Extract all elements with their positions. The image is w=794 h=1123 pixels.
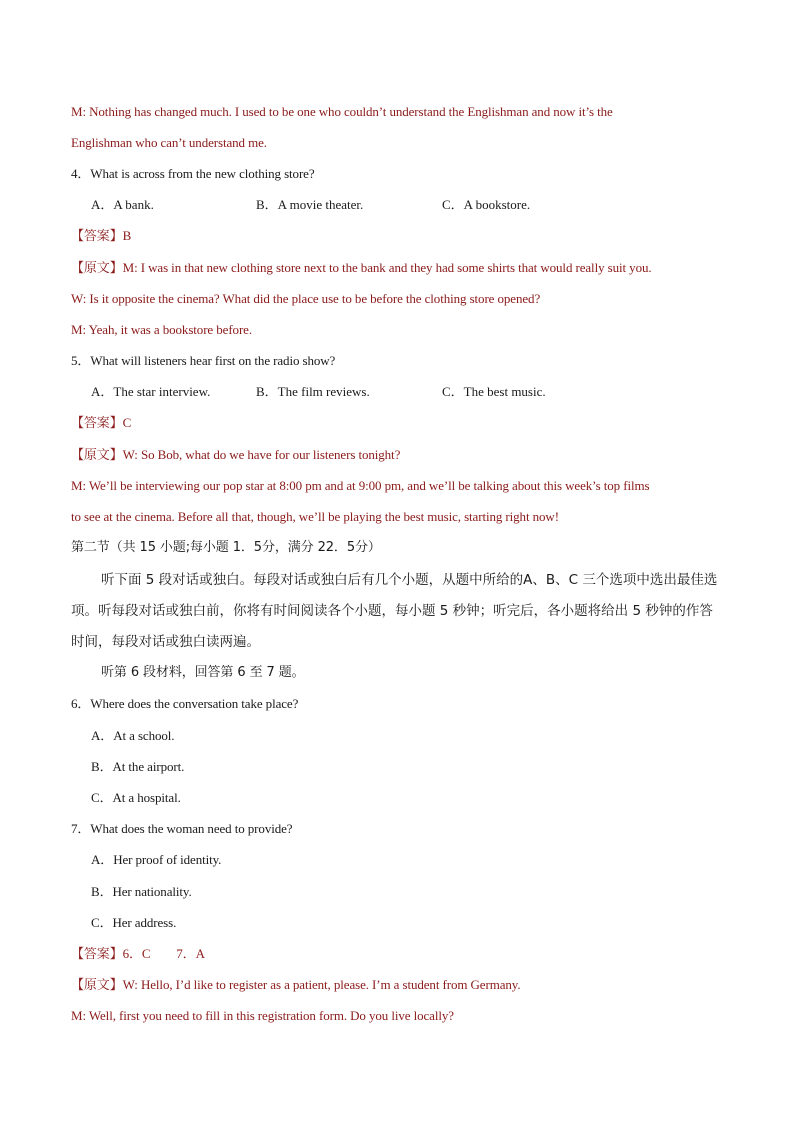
transcript-4: [71, 260, 652, 277]
transcript-tag: 【原文】: [71, 978, 123, 993]
transcript-5: [71, 447, 400, 464]
answer-tag: 【答案】: [71, 416, 123, 431]
dialogue-line: to see at the cinema. Before all that, though, we’ll be playing the best music, starting right now!: [71, 509, 559, 524]
answer-5: [71, 415, 131, 432]
option-6a: A．At a school.: [91, 728, 175, 743]
dialogue-line: M: Nothing has changed much. I used to be one who couldn’t understand the Englishman and now it’s the: [71, 104, 613, 119]
option-4c: C．A bookstore.: [442, 197, 531, 212]
option-4b: B．A movie theater.: [256, 197, 364, 212]
dialogue-line: W: Hello, I’d like to register as a patient, please. I’m a student from Germany.: [122, 977, 521, 992]
answer-6-7: [71, 946, 205, 963]
option-6b: B．At the airport.: [91, 759, 185, 774]
dialogue-line: M: Yeah, it was a bookstore before.: [71, 322, 252, 337]
question-4: 4．What is across from the new clothing store?: [71, 166, 315, 181]
instruction-paragraph: 听下面 5 段对话或独白。每段对话或独白后有几个小题，从题中所给的A、B、C 三个选项中选出最佳选项。听每段对话或独白前，你将有时间阅读各个小题，每小题 5 秒钟；听完后，各小题将给出 5 秒钟的作答时间，每段对话或独白读两遍。: [71, 572, 718, 650]
option-7b: B．Her nationality.: [91, 884, 192, 899]
option-5a: A．The star interview.: [91, 384, 211, 399]
question-6: 6．Where does the conversation take place?: [71, 696, 299, 711]
answer-4: [71, 228, 131, 245]
section-heading: 第二节（共 15 小题;每小题 1．5分，满分 22．5分）: [71, 540, 381, 555]
answer-tag: 【答案】: [71, 947, 123, 962]
answer-value: B: [122, 228, 132, 243]
answer-value: C: [122, 415, 132, 430]
dialogue-line: M: I was in that new clothing store next to the bank and they had some shirts that would really suit you.: [122, 260, 652, 275]
dialogue-line: M: We’ll be interviewing our pop star at 8:00 pm and at 9:00 pm, and we’ll be talking about this week’s top films: [71, 478, 650, 493]
transcript-tag: 【原文】: [71, 261, 123, 276]
dialogue-line: W: So Bob, what do we have for our listeners tonight?: [122, 447, 401, 462]
answer-value: 6．C 7．A: [122, 946, 205, 961]
dialogue-line: W: Is it opposite the cinema? What did the place use to be before the clothing store opened?: [71, 291, 541, 306]
option-7a: A．Her proof of identity.: [91, 852, 222, 867]
dialogue-line: M: Well, first you need to fill in this registration form. Do you live locally?: [71, 1008, 454, 1023]
question-7: 7．What does the woman need to provide?: [71, 821, 293, 836]
option-5b: B．The film reviews.: [256, 384, 370, 399]
answer-tag: 【答案】: [71, 229, 123, 244]
transcript-tag: 【原文】: [71, 448, 123, 463]
dialogue-line: Englishman who can’t understand me.: [71, 135, 267, 150]
option-5c: C．The best music.: [442, 384, 546, 399]
question-5: 5．What will listeners hear first on the radio show?: [71, 353, 336, 368]
listen-instruction: 听第 6 段材料，回答第 6 至 7 题。: [101, 665, 305, 680]
option-6c: C．At a hospital.: [91, 790, 181, 805]
transcript-6: [71, 977, 520, 994]
option-4a: A．A bank.: [91, 197, 154, 212]
option-7c: C．Her address.: [91, 915, 177, 930]
